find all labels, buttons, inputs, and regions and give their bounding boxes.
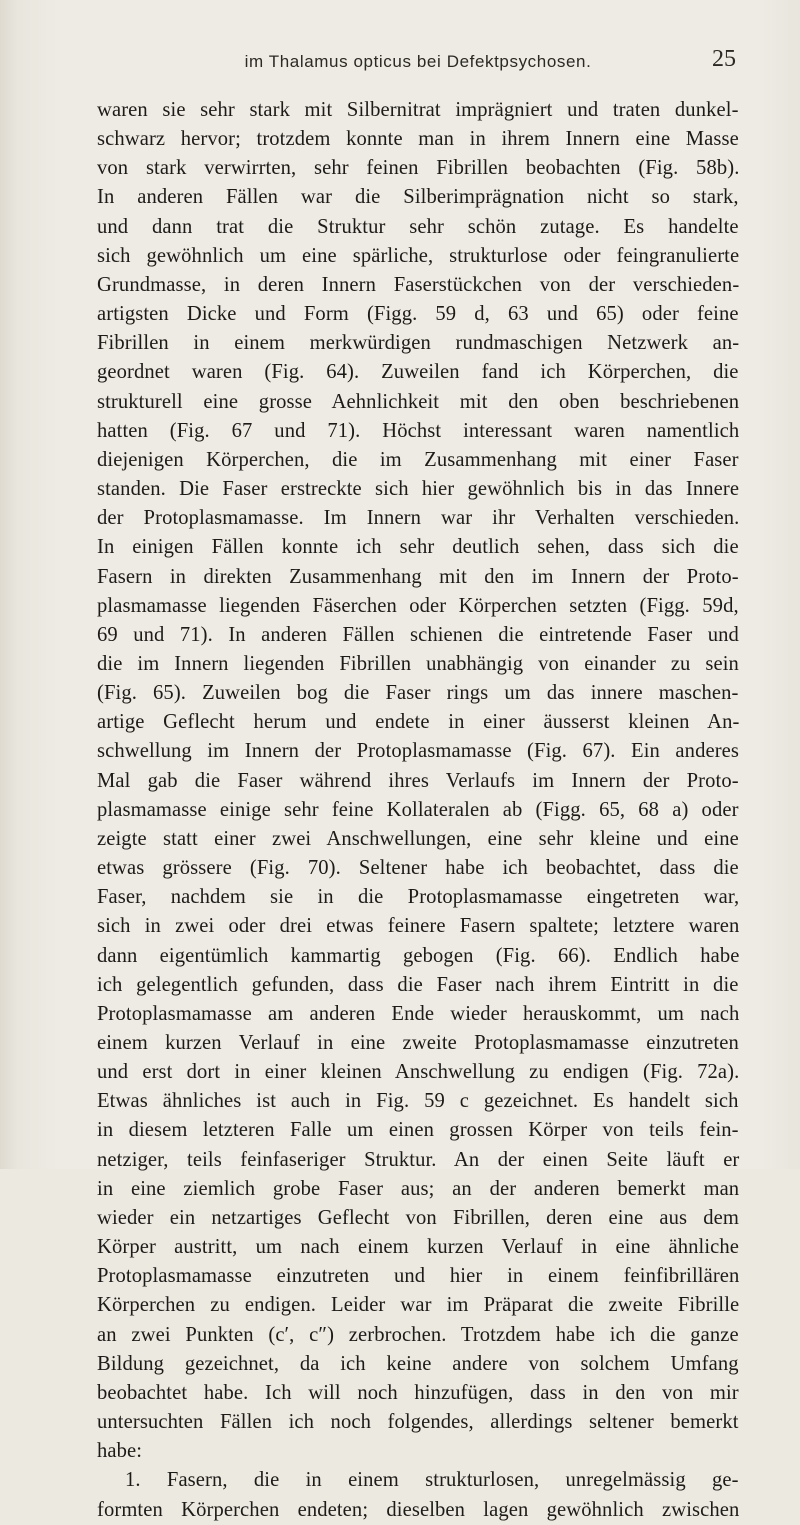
text-line: ich gelegentlich gefunden, dass die Faser nach ihrem Eintritt in die	[97, 973, 739, 996]
text-line: (Fig. 65). Zuweilen bog die Faser rings um das innere maschen-	[97, 682, 739, 705]
text-line: diejenigen Körperchen, die im Zusammenhang mit einer Faser	[97, 448, 739, 471]
page-header	[100, 46, 736, 80]
text-line: In anderen Fällen war die Silberimprägnation nicht so stark,	[97, 186, 739, 209]
text-line: Protoplasmamasse am anderen Ende wieder herauskommt, um nach	[97, 1002, 740, 1025]
text-line: netziger, teils feinfaseriger Struktur. An der einen Seite läuft er	[97, 1148, 740, 1171]
text-line: Körperchen zu endigen. Leider war im Präparat die zweite Fibrille	[97, 1294, 740, 1317]
text-line: an zwei Punkten (c′, c″) zerbrochen. Trotzdem habe ich die ganze	[97, 1323, 739, 1346]
text-line: schwarz hervor; trotzdem konnte man in ihrem Innern eine Masse	[97, 128, 739, 151]
text-line: Mal gab die Faser während ihres Verlaufs im Innern der Proto-	[97, 769, 739, 792]
text-line: schwellung im Innern der Protoplasmamasse (Fig. 67). Ein anderes	[97, 740, 740, 763]
text-line: strukturell eine grosse Aehnlichkeit mit den oben beschriebenen	[97, 390, 740, 413]
text-line: sich in zwei oder drei etwas feinere Fasern spaltete; letztere waren	[97, 915, 740, 938]
text-line: plasmamasse liegenden Fäserchen oder Körperchen setzten (Figg. 59d,	[97, 594, 739, 617]
text-line: der Protoplasmamasse. Im Innern war ihr Verhalten verschieden.	[97, 507, 740, 530]
text-line: untersuchten Fällen ich noch folgendes, allerdings seltener bemerkt	[97, 1411, 739, 1434]
text-line: dann eigentümlich kammartig gebogen (Fig. 66). Endlich habe	[97, 944, 740, 967]
text-line: einem kurzen Verlauf in eine zweite Protoplasmamasse einzutreten	[97, 1032, 739, 1054]
text-line: Faser, nachdem sie in die Protoplasmamasse eingetreten war,	[97, 886, 740, 909]
text-line: und erst dort in einer kleinen Anschwellung zu endigen (Fig. 72a).	[97, 1061, 740, 1084]
text-line: beobachtet habe. Ich will noch hinzufügen, dass in den von mir	[97, 1381, 739, 1404]
text-line: waren sie sehr stark mit Silbernitrat imprägniert und traten dunkel-	[97, 99, 739, 121]
text-line: zeigte statt einer zwei Anschwellungen, eine sehr kleine und eine	[97, 827, 739, 850]
text-line: formten Körperchen endeten; dieselben lagen gewöhnlich zwischen	[97, 1498, 740, 1521]
text-line: in diesem letzteren Falle um einen grossen Körper von teils fein-	[97, 1119, 739, 1142]
body-text	[97, 96, 739, 1525]
text-line: etwas grössere (Fig. 70). Seltener habe ich beobachtet, dass die	[97, 857, 739, 880]
page-number: 25	[712, 46, 736, 72]
text-line: in eine ziemlich grobe Faser aus; an der anderen bemerkt man	[97, 1177, 740, 1200]
text-line: In einigen Fällen konnte ich sehr deutlich sehen, dass sich die	[97, 536, 739, 559]
text-line: standen. Die Faser erstreckte sich hier gewöhnlich bis in das Innere	[97, 478, 740, 501]
text-line: Grundmasse, in deren Innern Faserstückchen von der verschieden-	[97, 273, 740, 296]
text-line: artige Geflecht herum und endete in einer äusserst kleinen An-	[97, 711, 740, 734]
text-line: und dann trat die Struktur sehr schön zutage. Es handelte	[97, 215, 739, 238]
text-line: Körper austritt, um nach einem kurzen Verlauf in eine ähnliche	[97, 1236, 740, 1259]
text-line: geordnet waren (Fig. 64). Zuweilen fand ich Körperchen, die	[97, 361, 739, 384]
text-line: Fasern in direkten Zusammenhang mit den im Innern der Proto-	[97, 565, 739, 588]
running-title: im Thalamus opticus bei Defektpsychosen.	[244, 52, 592, 71]
text-line: 69 und 71). In anderen Fällen schienen die eintretende Faser und	[97, 623, 739, 646]
text-line: sich gewöhnlich um eine spärliche, strukturlose oder feingranulierte	[97, 244, 740, 267]
text-line: die im Innern liegenden Fibrillen unabhängig von einander zu sein	[97, 652, 739, 675]
list-item-line: 1. Fasern, die in einem strukturlosen, unregelmässig ge-	[125, 1469, 739, 1492]
text-line: Etwas ähnliches ist auch in Fig. 59 c gezeichnet. Es handelt sich	[97, 1090, 739, 1113]
text-line: artigsten Dicke und Form (Figg. 59 d, 63 und 65) oder feine	[97, 303, 739, 326]
text-line: plasmamasse einige sehr feine Kollateralen ab (Figg. 65, 68 a) oder	[97, 798, 739, 821]
text-line: hatten (Fig. 67 und 71). Höchst interessant waren namentlich	[97, 419, 740, 442]
text-line: von stark verwirrten, sehr feinen Fibrillen beobachten (Fig. 58b).	[97, 157, 740, 180]
text-line: habe:	[97, 1440, 143, 1463]
text-line: Bildung gezeichnet, da ich keine andere von solchem Umfang	[97, 1352, 739, 1375]
text-line: wieder ein netzartiges Geflecht von Fibrillen, deren eine aus dem	[97, 1206, 740, 1229]
text-line: Fibrillen in einem merkwürdigen rundmaschigen Netzwerk an-	[97, 332, 740, 355]
text-line: Protoplasmamasse einzutreten und hier in einem feinfibrillären	[97, 1265, 740, 1288]
